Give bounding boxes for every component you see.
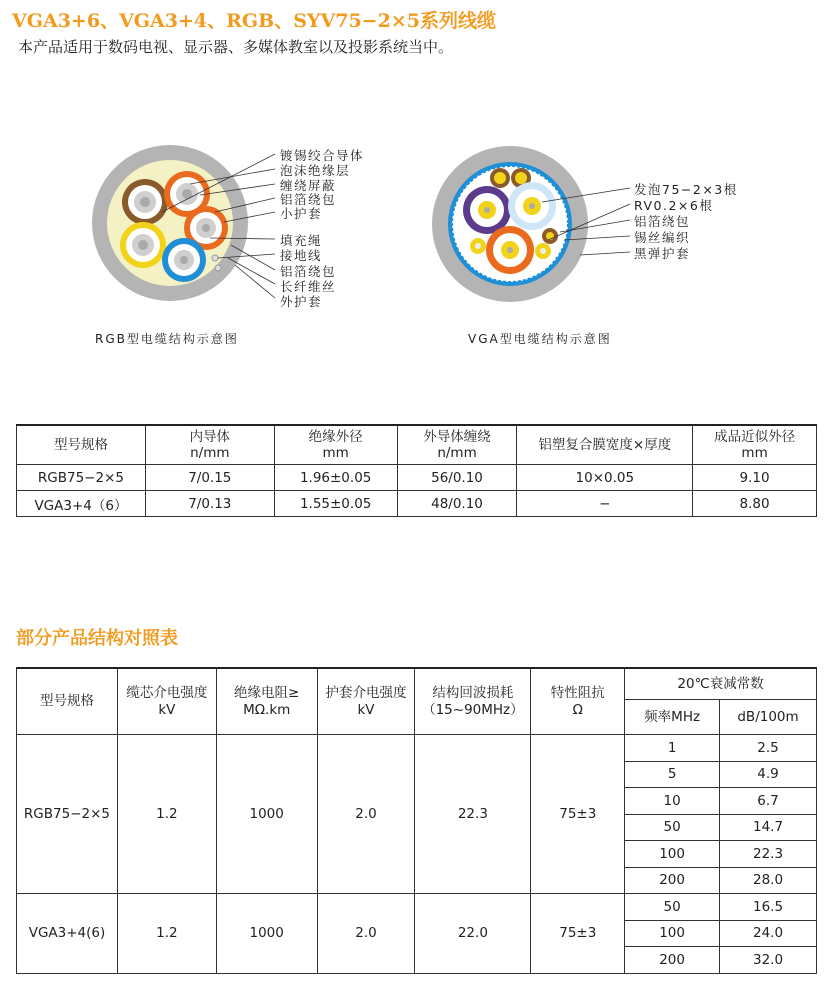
table-cell: 1 [625,735,720,762]
table-cell: 1.2 [117,894,216,974]
table-row [17,894,817,921]
table-cell: 7/0.13 [145,491,274,517]
table-cell: 1000 [216,894,317,974]
spec-table [16,424,817,517]
rgb-label-5: 小护套 [280,206,323,221]
table-cell: 50 [625,894,720,921]
table-cell: 2.0 [317,894,415,974]
spec-header-cell: 成品近似外径 mm [693,425,817,465]
table-cell: 1.96±0.05 [274,465,397,491]
vga-label-4: 锡丝编织 [634,230,691,245]
table-cell: 14.7 [720,814,817,841]
table-cell: 16.5 [720,894,817,921]
table-cell: 22.3 [415,735,531,894]
table-cell: 6.7 [720,788,817,815]
spec-header-cell: 铝塑复合膜宽度×厚度 [517,425,693,465]
table-row [17,735,817,762]
table-cell: RGB75−2×5 [17,735,118,894]
table-cell: VGA3+4(6) [17,894,118,974]
rgb-label-4: 铝箔绕包 [280,192,337,207]
table-cell: 8.80 [693,491,817,517]
spec-table-header [17,425,817,465]
comparison-header-cell: 频率MHz [625,700,720,735]
rgb-label-9: 长纤维丝 [280,279,337,294]
table-cell: VGA3+4（6） [17,491,146,517]
table-cell: 22.0 [415,894,531,974]
table-cell: 75±3 [531,735,625,894]
table-cell: 2.0 [317,735,415,894]
table-row [17,491,817,517]
table-cell: 24.0 [720,920,817,947]
rgb-label-10: 外护套 [280,294,323,309]
table-cell: 56/0.10 [397,465,517,491]
comparison-header-cell: 20℃衰减常数 [625,668,817,700]
table-cell: 200 [625,867,720,894]
comparison-table [16,667,817,974]
table-cell: 1000 [216,735,317,894]
table-cell: 1.2 [117,735,216,894]
rgb-label-1: 镀锡绞合导体 [280,148,365,163]
comparison-header-cell: 特性阻抗 Ω [531,668,625,735]
page-title: VGA3+6、VGA3+4、RGB、SYV75−2×5系列线缆 [12,10,496,32]
comparison-header-cell: 绝缘电阻≥ MΩ.km [216,668,317,735]
rgb-label-7: 接地线 [280,248,323,263]
table-cell: 32.0 [720,947,817,974]
table-cell: 50 [625,814,720,841]
rgb-label-3: 缠绕屏蔽 [280,178,337,193]
table-cell: 9.10 [693,465,817,491]
rgb-diagram-caption: RGB型电缆结构示意图 [95,332,239,346]
vga-label-3: 铝箔绕包 [634,214,691,229]
vga-label-2: RV0.2×6根 [634,198,714,213]
table-cell: 48/0.10 [397,491,517,517]
spec-header-cell: 型号规格 [17,425,146,465]
rgb-label-8: 铝箔绕包 [280,264,337,279]
rgb-label-6: 填充绳 [280,233,323,248]
spec-header-cell: 外导体缠绕 n/mm [397,425,517,465]
comparison-header-cell: 护套介电强度 kV [317,668,415,735]
vga-label-5: 黑弹护套 [634,246,691,261]
comparison-header-row-1 [17,668,817,700]
table-cell: 2.5 [720,735,817,762]
comparison-header-cell: 结构回波损耗 （15~90MHz） [415,668,531,735]
table-cell: 200 [625,947,720,974]
table-cell: − [517,491,693,517]
table-cell: 4.9 [720,761,817,788]
table-cell: RGB75−2×5 [17,465,146,491]
section-title: 部分产品结构对照表 [16,628,178,649]
spec-header-cell: 绝缘外径 mm [274,425,397,465]
page-subtitle: 本产品适用于数码电视、显示器、多媒体教室以及投影系统当中。 [18,38,454,56]
table-cell: 1.55±0.05 [274,491,397,517]
comparison-header-cell: 缆芯介电强度 kV [117,668,216,735]
table-row [17,465,817,491]
rgb-label-2: 泡沫绝缘层 [280,163,351,178]
comparison-header-cell: 型号规格 [17,668,118,735]
table-cell: 100 [625,841,720,868]
comparison-header-cell: dB/100m [720,700,817,735]
vga-diagram-caption: VGA型电缆结构示意图 [468,332,612,346]
table-cell: 7/0.15 [145,465,274,491]
table-cell: 100 [625,920,720,947]
table-cell: 75±3 [531,894,625,974]
table-cell: 10 [625,788,720,815]
table-cell: 22.3 [720,841,817,868]
table-cell: 10×0.05 [517,465,693,491]
vga-label-1: 发泡75−2×3根 [634,182,738,197]
table-cell: 28.0 [720,867,817,894]
table-cell: 5 [625,761,720,788]
spec-header-cell: 内导体 n/mm [145,425,274,465]
